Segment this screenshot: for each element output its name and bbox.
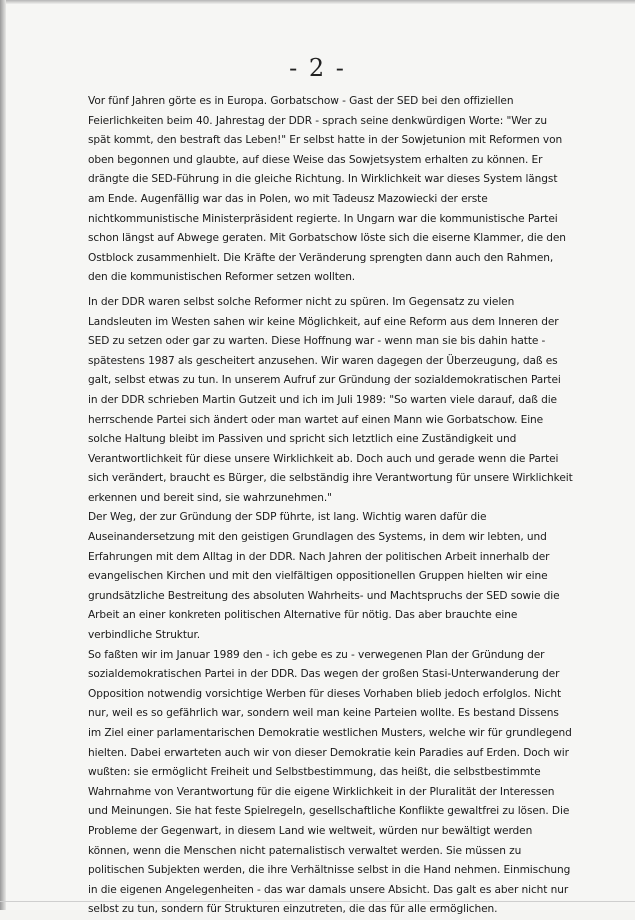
text-line: SED zu setzen oder gar zu warten. Diese Hoffnung war - wenn man sie bis dahin hatte -	[88, 335, 546, 348]
text-line: sozialdemokratischen Partei in der DDR. Das wegen der großen Stasi-Unterwanderung der	[88, 668, 560, 681]
text-line: können, wenn die Menschen nicht paternalistisch verwaltet werden. Sie müssen zu	[88, 844, 522, 857]
text-line: Verantwortlichkeit für diese unsere Wirklichkeit ab. Doch auch und gerade wenn die Partei	[88, 452, 559, 465]
text-line: Probleme der Gegenwart, in diesem Land wie weltweit, würden nur bewältigt werden	[88, 824, 533, 837]
text-line: den die kommunistischen Reformer setzen wollten.	[88, 271, 356, 284]
text-line: sich verändert, braucht es Bürger, die selbständig ihre Verantwortung für unsere Wirklichkeit	[88, 472, 573, 485]
text-line: solche Haltung bleibt im Passiven und spricht sich letztlich eine Zuständigkeit und	[88, 433, 517, 446]
text-line: Feierlichkeiten beim 40. Jahrestag der DDR - sprach seine denkwürdigen Worte: "Wer zu	[88, 114, 548, 127]
text-line: und Meinungen. Sie hat feste Spielregeln, gesellschaftliche Konflikte gewaltfrei zu lösen. Die	[88, 805, 570, 818]
text-line: Wahrnahme von Verantwortung für die eigene Wirklichkeit in der Pluralität der Interessen	[88, 785, 555, 798]
scan-edge-left	[0, 0, 6, 910]
text-line: Opposition notwendig vorsichtige Werben für dieses Vorhaben blieb jedoch erfolglos. Nicht	[88, 687, 562, 700]
paragraph-4	[88, 646, 588, 920]
text-line: Arbeit an einer konkreten politischen Alternative für nötig. Das aber brauchte eine	[88, 609, 518, 622]
text-line: spätestens 1987 als gescheitert anzusehen. Wir waren dagegen der Überzeugung, daß es	[88, 354, 558, 367]
text-line: Ostblock zusammenhielt. Die Kräfte der Veränderung sprengten dann auch den Rahmen,	[88, 251, 554, 264]
text-line: politischen Subjekten werden, die ihre Verhältnisse selbst in die Hand nehmen. Einmischung	[88, 864, 571, 877]
text-line: nichtkommunistische Ministerpräsident regierte. In Ungarn war die kommunistische Partei	[88, 212, 558, 225]
text-line: am Ende. Augenfällig war das in Polen, wo mit Tadeusz Mazowiecki der erste	[88, 192, 488, 205]
text-line: Erfahrungen mit dem Alltag in der DDR. Nach Jahren der politischen Arbeit innerhalb der	[88, 550, 550, 563]
text-line: erkennen und bereit sind, sie wahrzunehmen."	[88, 491, 332, 504]
scan-edge-top	[0, 0, 635, 4]
paragraph-1	[88, 92, 588, 288]
body-text	[88, 92, 588, 920]
text-line: hielten. Dabei erwarteten auch wir von dieser Demokratie kein Paradies auf Erden. Doch wir	[88, 746, 569, 759]
text-line: schon längst auf Abwege geraten. Mit Gorbatschow löste sich die eiserne Klammer, die den	[88, 232, 566, 245]
text-line: oben begonnen und glaubte, auf diese Weise das Sowjetsystem erhalten zu können. Er	[88, 153, 543, 166]
text-line: spät kommt, den bestraft das Leben!" Er selbst hatte in der Sowjetunion mit Reformen von	[88, 134, 563, 147]
text-line: in die eigenen Angelegenheiten - das war damals unsere Absicht. Das galt es aber nicht nur	[88, 883, 569, 896]
text-line: wußten: sie ermöglicht Freiheit und Selbstbestimmung, das heißt, die selbstbestimmte	[88, 766, 541, 779]
text-line: So faßten wir im Januar 1989 den - ich gebe es zu - verwegenen Plan der Gründung der	[88, 648, 545, 661]
text-line: Auseinandersetzung mit den geistigen Grundlagen des Systems, in dem wir lebten, und	[88, 531, 547, 544]
paragraph-3	[88, 508, 588, 645]
scan-bottom-line	[0, 901, 635, 902]
page-number: - 2 -	[289, 54, 346, 82]
text-line: grundsätzliche Bestreitung des absoluten Wahrheits- und Machtspruchs der SED sowie die	[88, 589, 560, 602]
text-line: in der DDR schrieben Martin Gutzeit und ich im Juli 1989: "So warten viele darauf, daß die	[88, 393, 557, 406]
text-line: selbst zu tun, sondern für Strukturen einzutreten, die das für alle ermöglichen.	[88, 903, 498, 916]
text-line: verbindliche Struktur.	[88, 629, 201, 642]
text-line: galt, selbst etwas zu tun. In unserem Aufruf zur Gründung der sozialdemokratischen Partei	[88, 374, 561, 387]
text-line: drängte die SED-Führung in die gleiche Richtung. In Wirklichkeit war dieses System längst	[88, 173, 558, 186]
text-line: nur, weil es so gefährlich war, sondern weil man keine Parteien wollte. Es bestand Dissens	[88, 707, 559, 720]
text-line: im Ziel einer parlamentarischen Demokratie westlichen Musters, welche wir für grundlegend	[88, 727, 572, 739]
text-line: Landsleuten im Westen sahen wir keine Möglichkeit, auf eine Reform aus dem Inneren der	[88, 315, 559, 328]
text-line: evangelischen Kirchen und mit den vielfältigen oppositionellen Gruppen hielten wir eine	[88, 570, 548, 583]
text-line: In der DDR waren selbst solche Reformer nicht zu spüren. Im Gegensatz zu vielen	[88, 295, 515, 308]
paragraph-2	[88, 293, 588, 509]
text-line: herrschende Partei sich ändert oder man wartet auf einen Mann wie Gorbatschow. Eine	[88, 413, 544, 426]
text-line: Vor fünf Jahren görte es in Europa. Gorbatschow - Gast der SED bei den offiziellen	[88, 95, 514, 107]
text-line: Der Weg, der zur Gründung der SDP führte, ist lang. Wichtig waren dafür die	[88, 511, 487, 524]
